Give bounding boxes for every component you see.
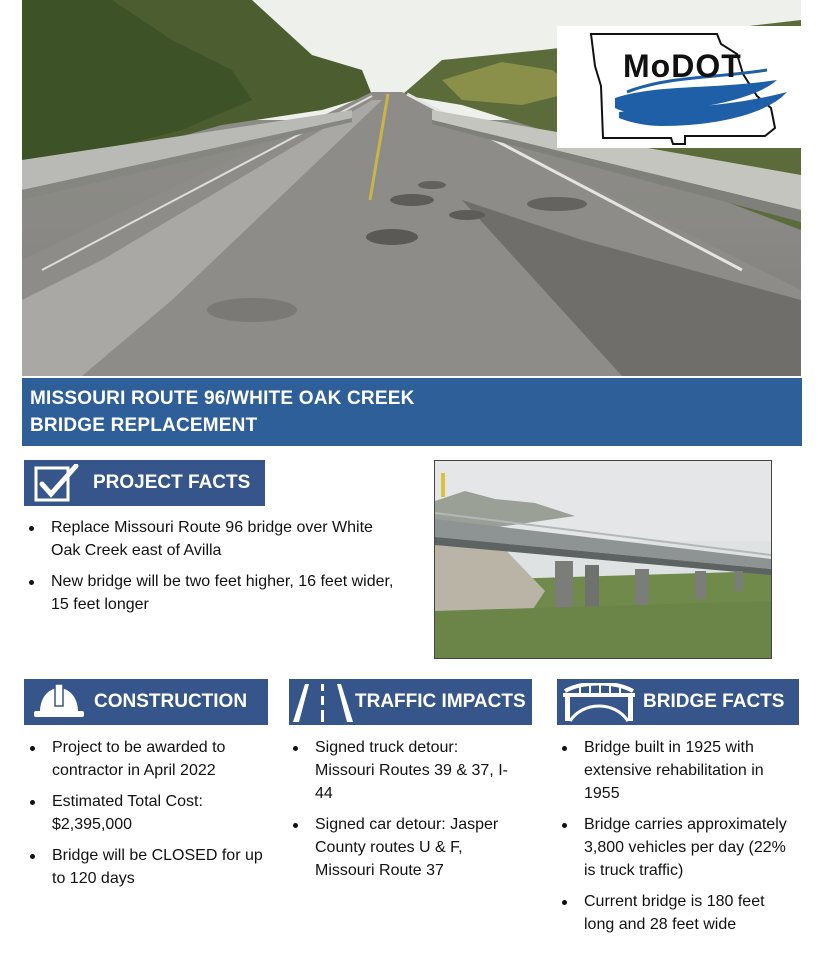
list-item: Estimated Total Cost: $2,395,000 xyxy=(26,790,266,836)
modot-logo xyxy=(557,26,801,148)
bridge-photo xyxy=(434,460,772,659)
list-item: Bridge will be CLOSED for up to 120 days xyxy=(26,844,266,890)
road-icon xyxy=(291,682,353,729)
bridge-facts-heading: BRIDGE FACTS xyxy=(643,691,785,712)
traffic-impacts-heading: TRAFFIC IMPACTS xyxy=(355,691,526,712)
list-item: Signed car detour: Jasper County routes U & F, Missouri Route 37 xyxy=(289,813,521,882)
list-item: Current bridge is 180 feet long and 28 feet wide xyxy=(558,890,790,936)
project-facts-header xyxy=(24,460,265,506)
list-item: Replace Missouri Route 96 bridge over White Oak Creek east of Avilla xyxy=(25,516,405,562)
list-item: Bridge built in 1925 with extensive rehabilitation in 1955 xyxy=(558,736,790,805)
checkbox-icon xyxy=(32,464,82,509)
title-line-2: BRIDGE REPLACEMENT xyxy=(30,415,258,436)
hero-road-photo xyxy=(22,0,801,376)
hard-hat-icon xyxy=(32,682,86,727)
title-line-1: MISSOURI ROUTE 96/WHITE OAK CREEK xyxy=(30,388,415,409)
construction-header xyxy=(24,679,268,725)
list-item: Project to be awarded to contractor in April 2022 xyxy=(26,736,266,782)
construction-list xyxy=(26,736,266,898)
title-banner xyxy=(22,378,802,446)
construction-heading: CONSTRUCTION xyxy=(94,691,248,712)
bridge-facts-header xyxy=(557,679,799,725)
bridge-facts-list xyxy=(558,736,790,944)
traffic-impacts-list xyxy=(289,736,521,890)
traffic-impacts-header xyxy=(289,679,532,725)
project-facts-heading: PROJECT FACTS xyxy=(93,472,251,493)
missouri-state-outline-icon xyxy=(557,26,801,148)
bridge-illustration xyxy=(435,461,771,658)
list-item: New bridge will be two feet higher, 16 feet wider, 15 feet longer xyxy=(25,570,405,616)
project-facts-list xyxy=(25,516,405,624)
list-item: Signed truck detour: Missouri Routes 39 & 37, I-44 xyxy=(289,736,521,805)
list-item: Bridge carries approximately 3,800 vehicles per day (22% is truck traffic) xyxy=(558,813,790,882)
bridge-icon xyxy=(563,683,635,728)
logo-text: MoDOT xyxy=(623,48,742,84)
